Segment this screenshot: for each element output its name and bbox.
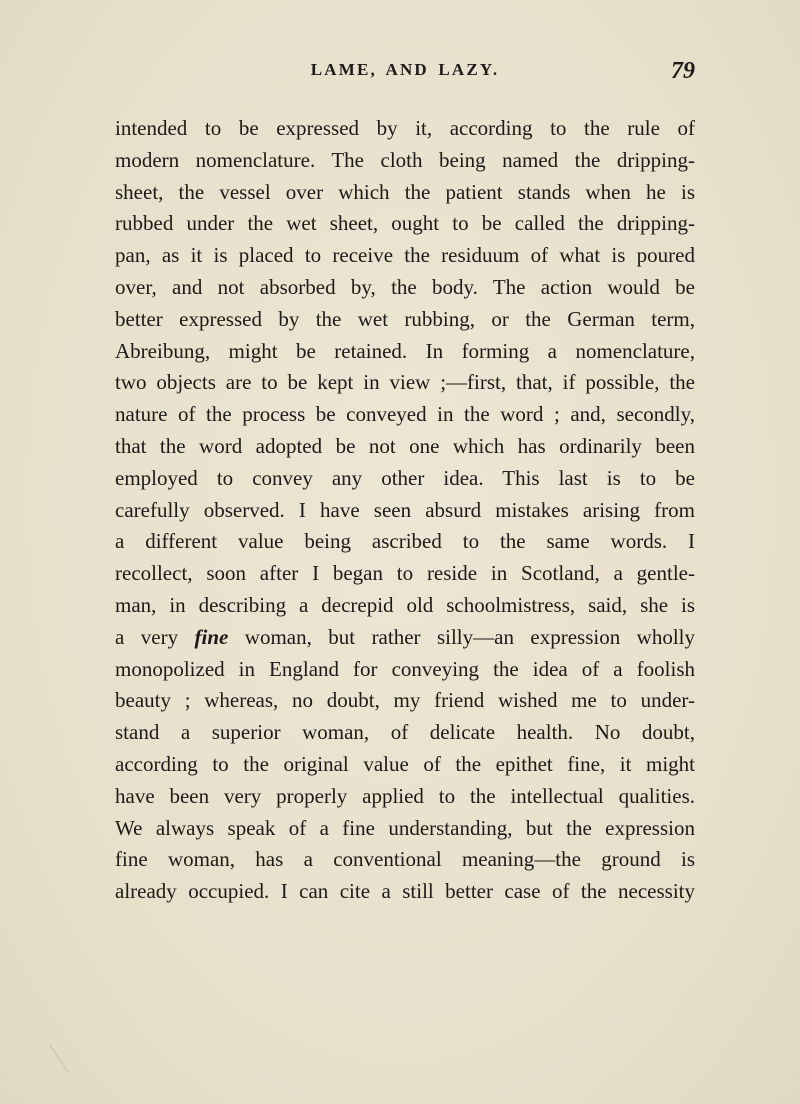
text-line: a different value being ascribed to the same words. I — [115, 529, 695, 554]
page-crease-mark — [50, 1040, 77, 1073]
italic-word: fine — [194, 624, 229, 649]
text-line: rubbed under the wet sheet, ought to be called the dripping- — [115, 211, 695, 236]
text-line: better expressed by the wet rubbing, or the German term, — [115, 306, 695, 331]
text-line: We always speak of a fine understanding, but the expression — [115, 815, 695, 840]
text-line: that the word adopted be not one which has ordinarily been — [115, 433, 695, 458]
text-run: a very — [115, 624, 195, 649]
running-title: LAME, AND LAZY. — [310, 60, 500, 79]
text-line: sheet, the vessel over which the patient stands when he is — [115, 179, 695, 204]
text-line: monopolized in England for conveying the idea of a foolish — [115, 656, 695, 681]
text-line: man, in describing a decrepid old schoolmistress, said, she is — [115, 592, 695, 617]
text-line: carefully observed. I have seen absurd mistakes arising from — [115, 497, 695, 522]
text-line: already occupied. I can cite a still better case of the necessity — [115, 879, 695, 904]
text-line: two objects are to be kept in view ;—first, that, if possible, the — [115, 370, 695, 395]
text-line: modern nomenclature. The cloth being named the dripping- — [115, 147, 695, 172]
text-line: employed to convey any other idea. This last is to be — [115, 465, 695, 490]
text-line: pan, as it is placed to receive the residuum of what is poured — [115, 243, 695, 268]
text-line: intended to be expressed by it, according to the rule of — [115, 116, 695, 140]
body-text — [115, 113, 695, 908]
page-number: 79 — [671, 58, 695, 84]
text-line-with-italic — [115, 622, 695, 654]
text-line: fine woman, has a conventional meaning—the ground is — [115, 847, 695, 872]
text-line: beauty ; whereas, no doubt, my friend wished me to under- — [115, 688, 695, 713]
text-line: recollect, soon after I began to reside in Scotland, a gentle- — [115, 561, 695, 586]
text-line: over, and not absorbed by, the body. The action would be — [115, 274, 695, 299]
text-line: Abreibung, might be retained. In forming a nomenclature, — [115, 338, 695, 363]
text-line: according to the original value of the epithet fine, it might — [115, 751, 695, 776]
running-head — [115, 58, 695, 98]
text-line: have been very properly applied to the intellectual qualities. — [115, 783, 695, 808]
text-run: woman, but rather silly—an expression wholly — [228, 624, 695, 649]
text-line: nature of the process be conveyed in the word ; and, secondly, — [115, 402, 695, 427]
text-line: stand a superior woman, of delicate health. No doubt, — [115, 720, 695, 745]
